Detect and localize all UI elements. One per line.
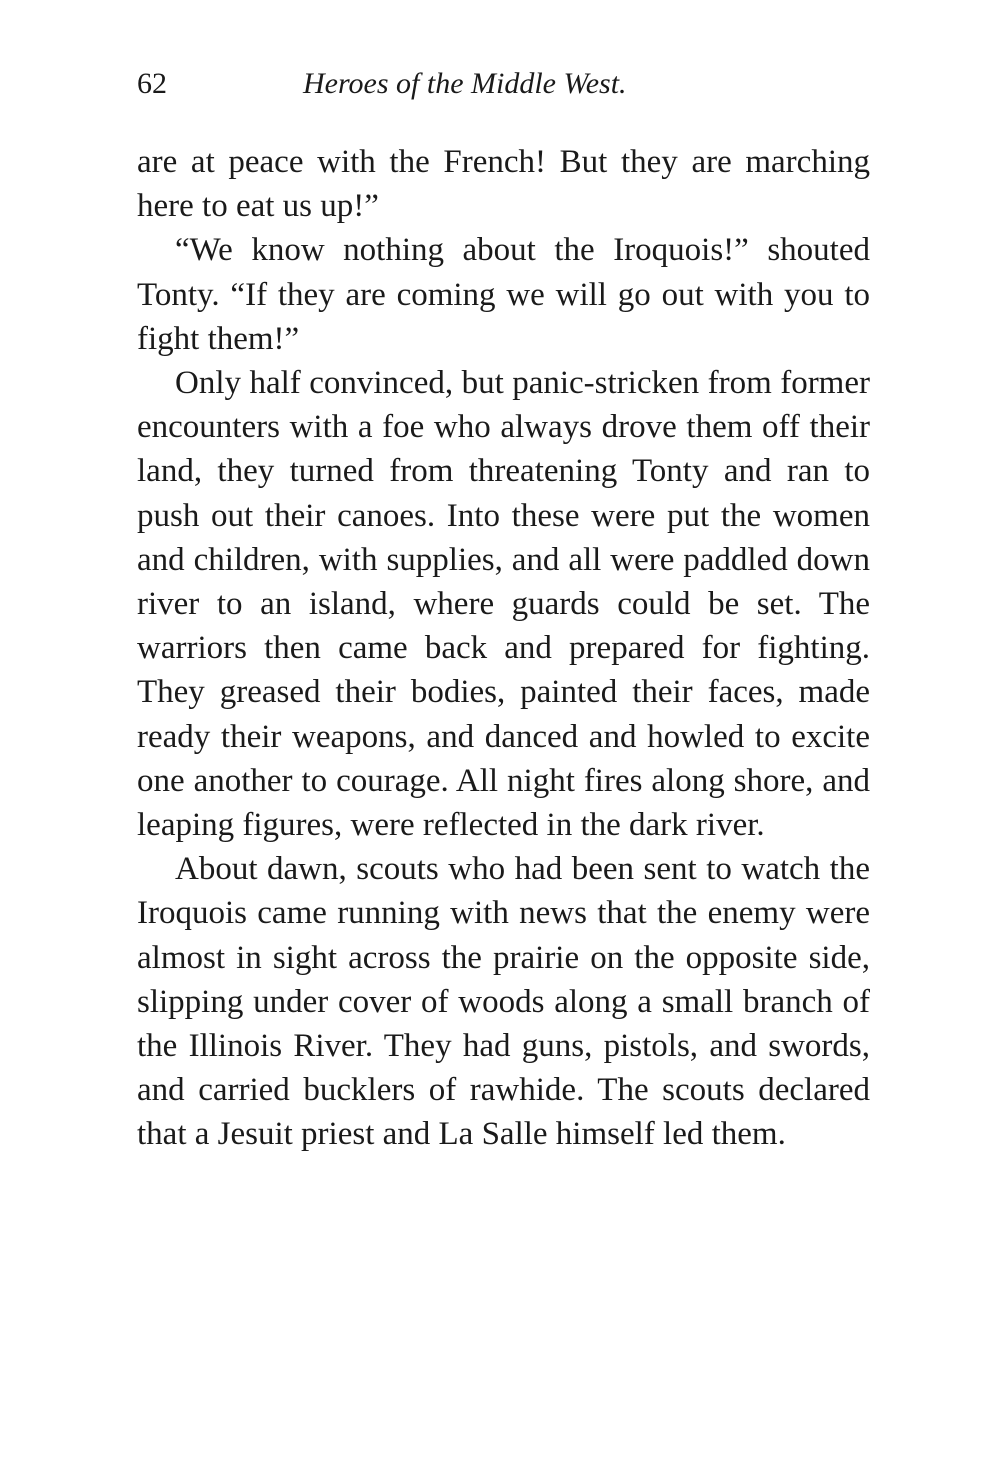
paragraph-continued: are at peace with the French! But they are marching here to eat us up!”	[137, 144, 870, 225]
paragraph-tonty-reply: “We know nothing about the Iroquois!” shouted Tonty. “If they are coming we will go out with you to fight them!”	[137, 232, 870, 357]
running-title: Heroes of the Middle West.	[303, 67, 627, 100]
paragraph-preparation: Only half convinced, but panic-stricken from former encounters with a foe who always drove them off their land, they turned from threatening Tonty and ran to push out their canoes. Into these were put the women and children, with supplies, and all were paddled down river to an island, where guards could be set. The warriors then came back and prepared for fighting. They greased their bodies, painted their faces, made ready their weapons, and danced and howled to excite one another to courage. All night fires along shore, and leaping figures, were reflected in the dark river.	[137, 365, 870, 844]
body-text	[137, 140, 870, 1157]
page-number: 62	[137, 67, 167, 100]
page-header	[137, 62, 870, 106]
paragraph-scouts: About dawn, scouts who had been sent to watch the Iroquois came running with news that the enemy were almost in sight across the prairie on the opposite side, slipping under cover of woods along a small branch of the Illinois River. They had guns, pistols, and swords, and carried bucklers of rawhide. The scouts declared that a Jesuit priest and La Salle himself led them.	[137, 851, 870, 1153]
